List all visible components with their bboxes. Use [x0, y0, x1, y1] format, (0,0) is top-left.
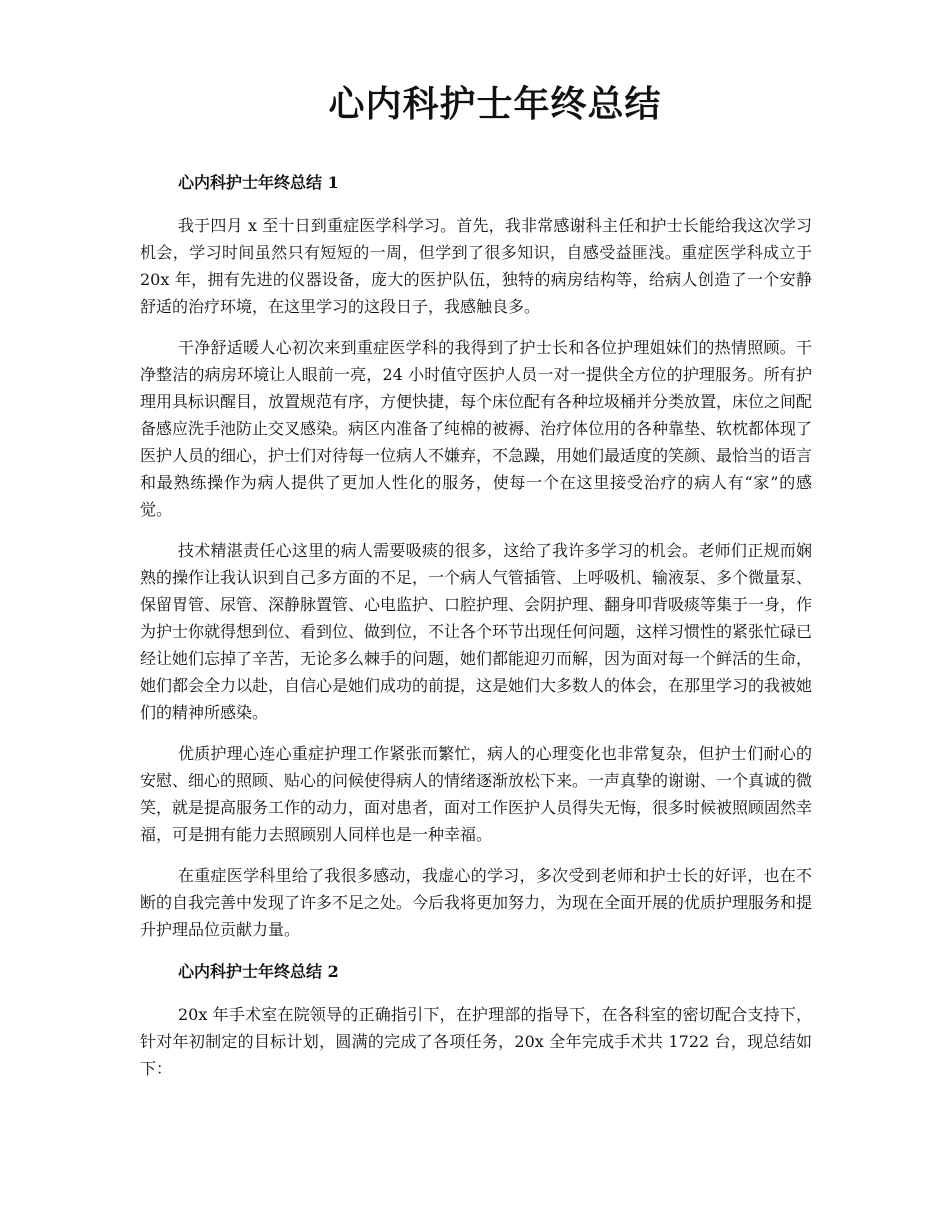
paragraph: 在重症医学科里给了我很多感动，我虚心的学习，多次受到老师和护士长的好评，也在不断的自我完善中发现了许多不足之处。今后我将更加努力，为现在全面开展的优质护理服务和提升护理品位贡献力量。 — [140, 866, 813, 939]
paragraph: 干净舒适暖人心初次来到重症医学科的我得到了护士长和各位护理姐妹们的热情照顾。干净整洁的病房环境让人眼前一亮，24 小时值守医护人员一对一提供全方位的护理服务。所有护理用具标识醒目，放置规范有序，方便快捷，每个床位配有各种垃圾桶并分类放置，床位之间配备感应洗手池防止交叉感染。病区内准备了纯棉的被褥、治疗体位用的各种靠垫、软枕都体现了医护人员的细心，护士们对待每一位病人不嫌弃，不急躁，用她们最适度的笑颜、最恰当的语言和最熟练操作为病人提供了更加人性化的服务，使每一个在这里接受治疗的病人有“家”的感觉。 — [140, 338, 813, 519]
paragraph: 技术精湛责任心这里的病人需要吸痰的很多，这给了我许多学习的机会。老师们正规而娴熟的操作让我认识到自己多方面的不足，一个病人气管插管、上呼吸机、输液泵、多个微量泵、保留胃管、尿管、深静脉置管、心电监护、口腔护理、会阴护理、翻身叩背吸痰等集于一身，作为护士你就得想到位、看到位、做到位，不让各个环节出现任何问题，这样习惯性的紧张忙碌已经让她们忘掉了辛苦，无论多么棘手的问题，她们都能迎刃而解，因为面对每一个鲜活的生命，她们都会全力以赴，自信心是她们成功的前提，这是她们大多数人的体会，在那里学习的我被她们的精神所感染。 — [140, 541, 813, 722]
document-title: 心内科护士年终总结 — [328, 83, 662, 125]
document-body — [140, 168, 812, 1096]
section-heading: 心内科护士年终总结 2 — [178, 962, 339, 981]
section-heading: 心内科护士年终总结 1 — [178, 173, 339, 192]
paragraph: 我于四月 x 至十日到重症医学科学习。首先，我非常感谢科主任和护士长能给我这次学习机会，学习时间虽然只有短短的一周，但学到了很多知识，自感受益匪浅。重症医学科成立于 20x 年，拥有先进的仪器设备，庞大的医护队伍，独特的病房结构等，给病人创造了一个安静舒适的治疗环境，在这里学习的这段日子，我感触良多。 — [140, 216, 812, 316]
paragraph: 优质护理心连心重症护理工作紧张而繁忙，病人的心理变化也非常复杂，但护士们耐心的安慰、细心的照顾、贴心的问候使得病人的情绪逐渐放松下来。一声真挚的谢谢、一个真诚的微笑，就是提高服务工作的动力，面对患者，面对工作医护人员得失无悔，很多时候被照顾固然幸福，可是拥有能力去照顾别人同样也是一种幸福。 — [140, 744, 813, 844]
section-1 — [140, 168, 812, 943]
section-2 — [140, 957, 812, 1082]
paragraph: 20x 年手术室在院领导的正确指引下，在护理部的指导下，在各科室的密切配合支持下，针对年初制定的目标计划，圆满的完成了各项任务，20x 全年完成手术共 1722 台，现总结如下： — [140, 1005, 812, 1078]
